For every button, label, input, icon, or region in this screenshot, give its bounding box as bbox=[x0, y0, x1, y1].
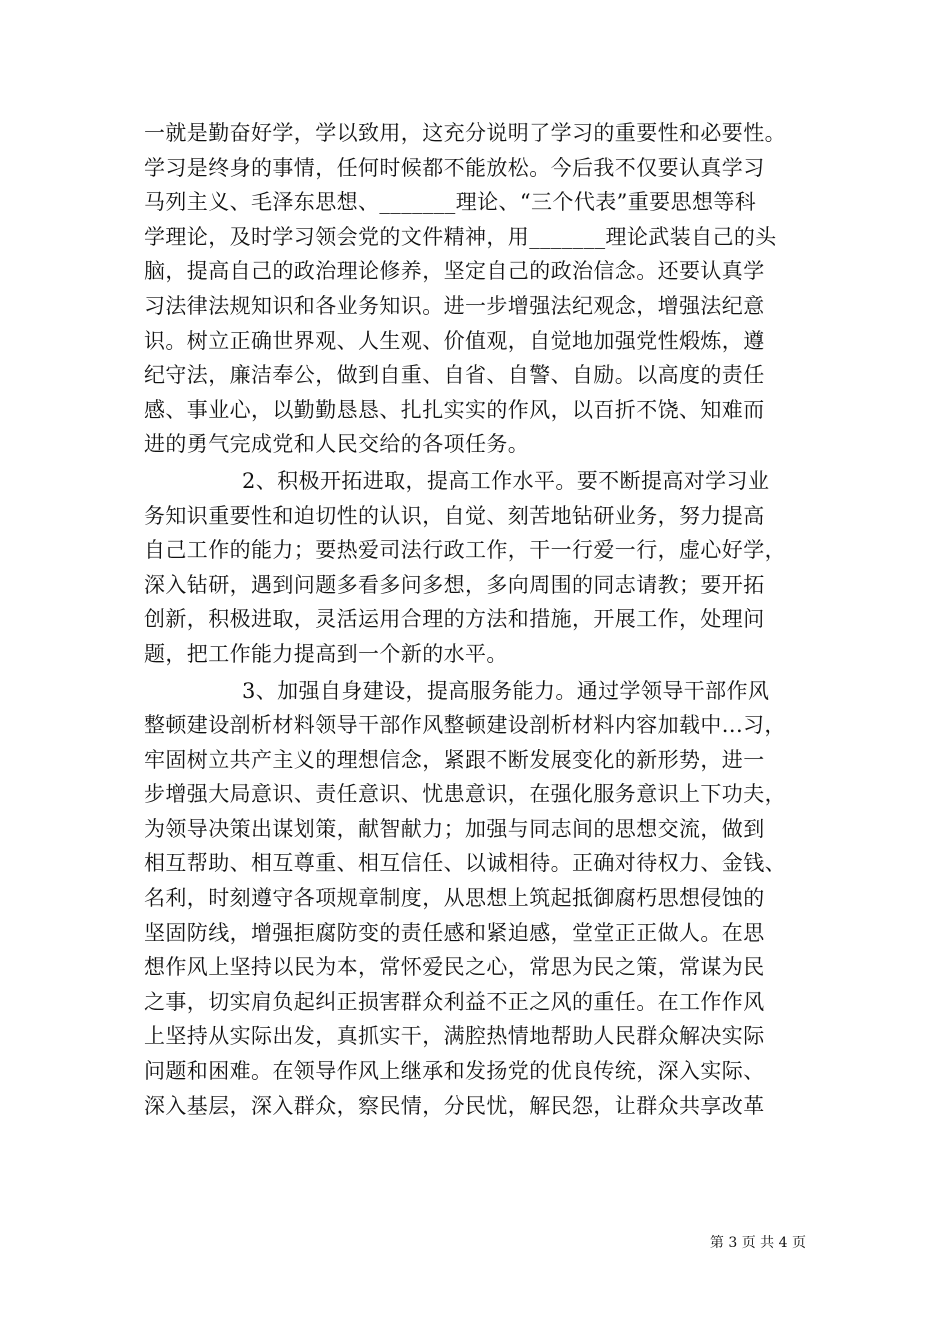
text-line: 深入基层，深入群众，察民情，分民忧，解民怨，让群众共享改革 bbox=[144, 1093, 765, 1118]
text-line: 步增强大局意识、责任意识、忧患意识，在强化服务意识上下功夫， bbox=[144, 782, 786, 807]
text-line: 脑，提高自己的政治理论修养，坚定自己的政治信念。还要认真学 bbox=[144, 259, 765, 284]
text-line: 感、事业心，以勤勤恳恳、扎扎实实的作风，以百折不饶、知难而 bbox=[144, 397, 765, 422]
paragraph-3 bbox=[144, 674, 810, 1124]
text-line: 想作风上坚持以民为本，常怀爱民之心，常思为民之策，常谋为民 bbox=[144, 955, 765, 980]
text-line: 3、加强自身建设，提高服务能力。通过学领导干部作风 bbox=[242, 678, 770, 703]
document-body bbox=[144, 116, 810, 1123]
text-line: 学习是终身的事情，任何时候都不能放松。今后我不仅要认真学习 bbox=[144, 155, 765, 180]
text-line: 进的勇气完成党和人民交给的各项任务。 bbox=[144, 432, 530, 457]
text-line: 纪守法，廉洁奉公，做到自重、自省、自警、自励。以高度的责任 bbox=[144, 363, 765, 388]
text-line: 自己工作的能力；要热爱司法行政工作，干一行爱一行，虚心好学， bbox=[144, 538, 786, 563]
text-line: 名利，时刻遵守各项规章制度，从思想上筑起抵御腐朽思想侵蚀的 bbox=[144, 886, 765, 911]
paragraph-2 bbox=[144, 464, 810, 672]
text-line: 问题和困难。在领导作风上继承和发扬党的优良传统，深入实际、 bbox=[144, 1059, 765, 1084]
text-line: 深入钻研，遇到问题多看多问多想，多向周围的同志请教；要开拓 bbox=[144, 572, 765, 597]
text-line: 牢固树立共产主义的理想信念，紧跟不断发展变化的新形势，进一 bbox=[144, 747, 765, 772]
text-line: 题，把工作能力提高到一个新的水平。 bbox=[144, 641, 508, 666]
text-line: 务知识重要性和迫切性的认识，自觉、刻苦地钻研业务，努力提高 bbox=[144, 503, 765, 528]
text-line: 2、积极开拓进取，提高工作水平。要不断提高对学习业 bbox=[242, 468, 770, 493]
text-line: 整顿建设剖析材料领导干部作风整顿建设剖析材料内容加载中...习， bbox=[144, 713, 786, 738]
text-line: 坚固防线，增强拒腐防变的责任感和紧迫感，堂堂正正做人。在思 bbox=[144, 920, 765, 945]
text-line: 之事，切实肩负起纠正损害群众利益不正之风的重任。在工作作风 bbox=[144, 989, 765, 1014]
text-line: 上坚持从实际出发，真抓实干，满腔热情地帮助人民群众解决实际 bbox=[144, 1024, 765, 1049]
text-line: 一就是勤奋好学，学以致用，这充分说明了学习的重要性和必要性。 bbox=[144, 121, 786, 145]
text-line: 为领导决策出谋划策，献智献力；加强与同志间的思想交流，做到 bbox=[144, 816, 765, 841]
text-line: 相互帮助、相互尊重、相互信任、以诚相待。正确对待权力、金钱、 bbox=[144, 851, 786, 876]
text-line: 创新，积极进取，灵活运用合理的方法和措施，开展工作，处理问 bbox=[144, 607, 765, 632]
text-line: 学理论，及时学习领会党的文件精神，用_______理论武装自己的头 bbox=[144, 224, 777, 249]
text-line: 马列主义、毛泽东思想、_______理论、“三个代表”重要思想等科 bbox=[144, 190, 757, 215]
text-line: 识。树立正确世界观、人生观、价值观，自觉地加强党性煅炼，遵 bbox=[144, 328, 765, 353]
paragraph-1 bbox=[144, 116, 810, 462]
text-line: 习法律法规知识和各业务知识。进一步增强法纪观念，增强法纪意 bbox=[144, 293, 765, 318]
page-number-footer: 第 3 页 共 4 页 bbox=[709, 1235, 806, 1251]
